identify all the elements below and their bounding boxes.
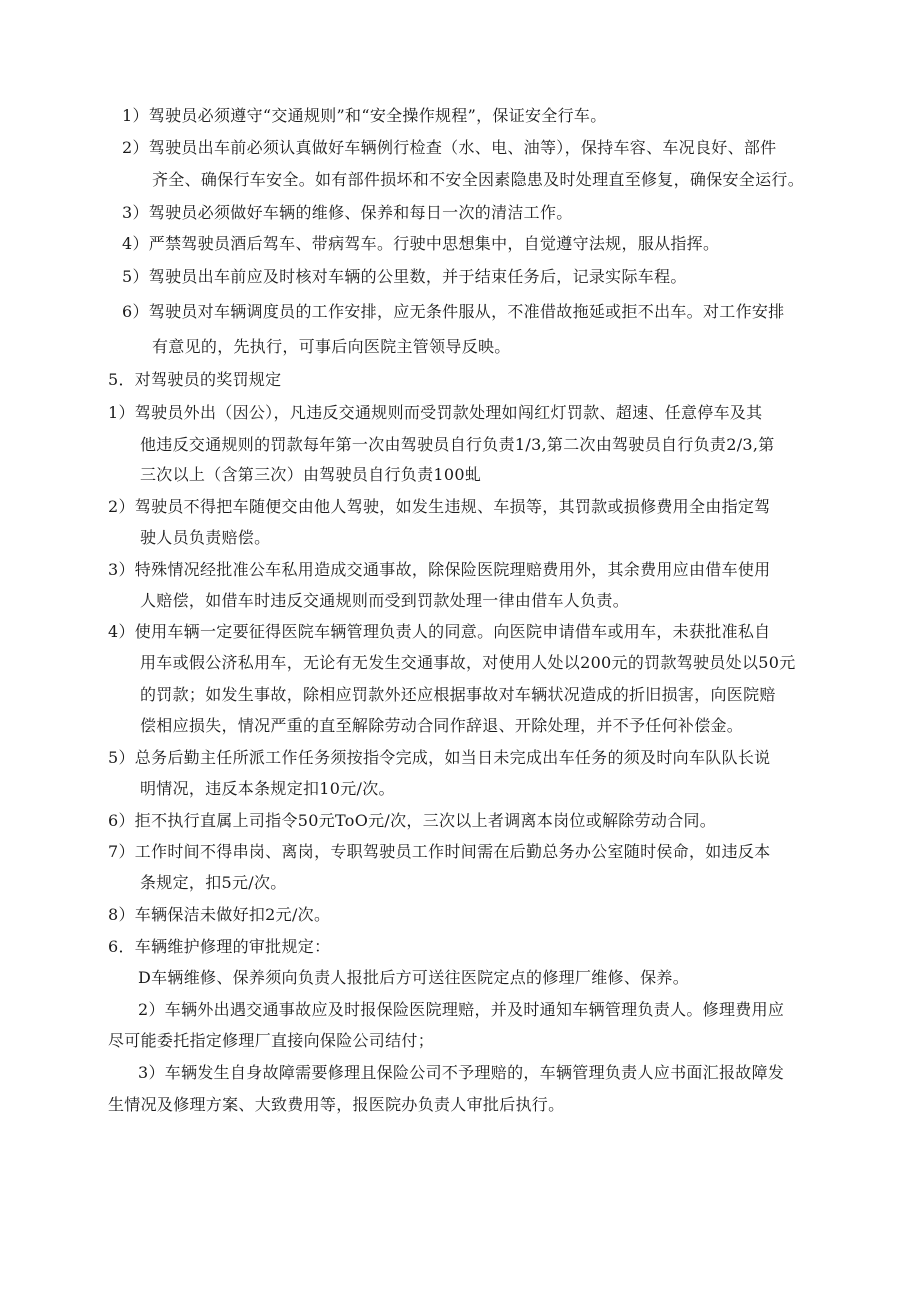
s5-item-2-line-1: 2）驾驶员不得把车随便交由他人驾驶，如发生违规、车损等，其罚款或损修费用全由指定驾 xyxy=(108,497,771,516)
s4-item-3-line-1: 3）驾驶员必须做好车辆的维修、保养和每日一次的清洁工作。 xyxy=(122,203,573,222)
s4-item-2-line-2: 齐全、确保行车安全。如有部件损坏和不安全因素隐患及时处理直至修复，确保安全运行。 xyxy=(152,170,805,189)
section-5-heading: 5．对驾驶员的奖罚规定 xyxy=(108,370,282,389)
s4-item-1-line-1: 1）驾驶员必须遵守“交通规则”和“安全操作规程”，保证安全行车。 xyxy=(122,106,607,125)
s5-item-6-line-1: 6）拒不执行直属上司指令50元ToO元/次，三次以上者调离本岗位或解除劳动合同。 xyxy=(108,811,717,830)
s4-item-6-line-2: 有意见的，先执行，可事后向医院主管领导反映。 xyxy=(152,337,511,356)
s5-item-4-line-4: 偿相应损失，情况严重的直至解除劳动合同作辞退、开除处理，并不予任何补偿金。 xyxy=(140,716,744,735)
s5-item-3-line-1: 3）特殊情况经批准公车私用造成交通事故，除保险医院理赔费用外，其余费用应由借车使用 xyxy=(108,560,771,579)
s5-item-4-line-2: 用车或假公济私用车，无论有无发生交通事故，对使用人处以200元的罚款驾驶员处以50元 xyxy=(140,653,796,672)
s4-item-5-line-1: 5）驾驶员出车前应及时核对车辆的公里数，并于结束任务后，记录实际车程。 xyxy=(122,267,687,286)
s5-item-1-line-2: 他违反交通规则的罚款每年第一次由驾驶员自行负责1/3,第二次由驾驶员自行负责2/3,第 xyxy=(140,435,775,454)
s5-item-5-line-1: 5）总务后勤主任所派工作任务须按指令完成，如当日未完成出车任务的须及时向车队队长说 xyxy=(108,748,771,767)
s5-item-5-line-2: 明情况，违反本条规定扣10元/次。 xyxy=(140,779,395,798)
s6-item-2-line-1: 2）车辆外出遇交通事故应及时报保险医院理赔，并及时通知车辆管理负责人。修理费用应 xyxy=(138,1000,785,1019)
s5-item-8-line-1: 8）车辆保洁未做好扣2元/次。 xyxy=(108,905,331,924)
s5-item-4-line-3: 的罚款；如发生事故，除相应罚款外还应根据事故对车辆状况造成的折旧损害，向医院赔 xyxy=(140,685,776,704)
s5-item-1-line-3: 三次以上（含第三次）由驾驶员自行负责100虬 xyxy=(140,465,482,484)
s4-item-4-line-1: 4）严禁驾驶员酒后驾车、带病驾车。行驶中思想集中，自觉遵守法规，服从指挥。 xyxy=(122,234,720,253)
s4-item-2-line-1: 2）驾驶员出车前必须认真做好车辆例行检查（水、电、油等），保持车容、车况良好、部件 xyxy=(122,138,777,157)
s4-item-6-line-1: 6）驾驶员对车辆调度员的工作安排，应无条件服从，不准借故拖延或拒不出车。对工作安排 xyxy=(122,302,785,321)
s5-item-1-line-1: 1）驾驶员外出（因公），凡违反交通规则而受罚款处理如闯红灯罚款、超速、任意停车及其 xyxy=(108,403,763,422)
section-6-heading: 6．车辆维护修理的审批规定： xyxy=(108,937,331,956)
s6-item-2-line-2: 尽可能委托指定修理厂直接向保险公司结付； xyxy=(108,1031,435,1050)
s6-item-3-line-1: 3）车辆发生自身故障需要修理且保险公司不予理赔的，车辆管理负责人应书面汇报故障发 xyxy=(138,1063,785,1082)
s6-item-3-line-2: 生情况及修理方案、大致费用等，报医院办负责人审批后执行。 xyxy=(108,1095,565,1114)
s5-item-7-line-1: 7）工作时间不得串岗、离岗，专职驾驶员工作时间需在后勤总务办公室随时侯命，如违反本 xyxy=(108,842,771,861)
s6-item-1-line-1: D车辆维修、保养须向负责人报批后方可送往医院定点的修理厂维修、保养。 xyxy=(138,968,690,987)
s5-item-4-line-1: 4）使用车辆一定要征得医院车辆管理负责人的同意。向医院申请借车或用车，未获批准私自 xyxy=(108,622,771,641)
s5-item-2-line-2: 驶人员负责赔偿。 xyxy=(140,528,271,547)
s5-item-7-line-2: 条规定，扣5元/次。 xyxy=(140,873,287,892)
s5-item-3-line-2: 人赔偿，如借车时违反交通规则而受到罚款处理一律由借车人负责。 xyxy=(140,591,630,610)
